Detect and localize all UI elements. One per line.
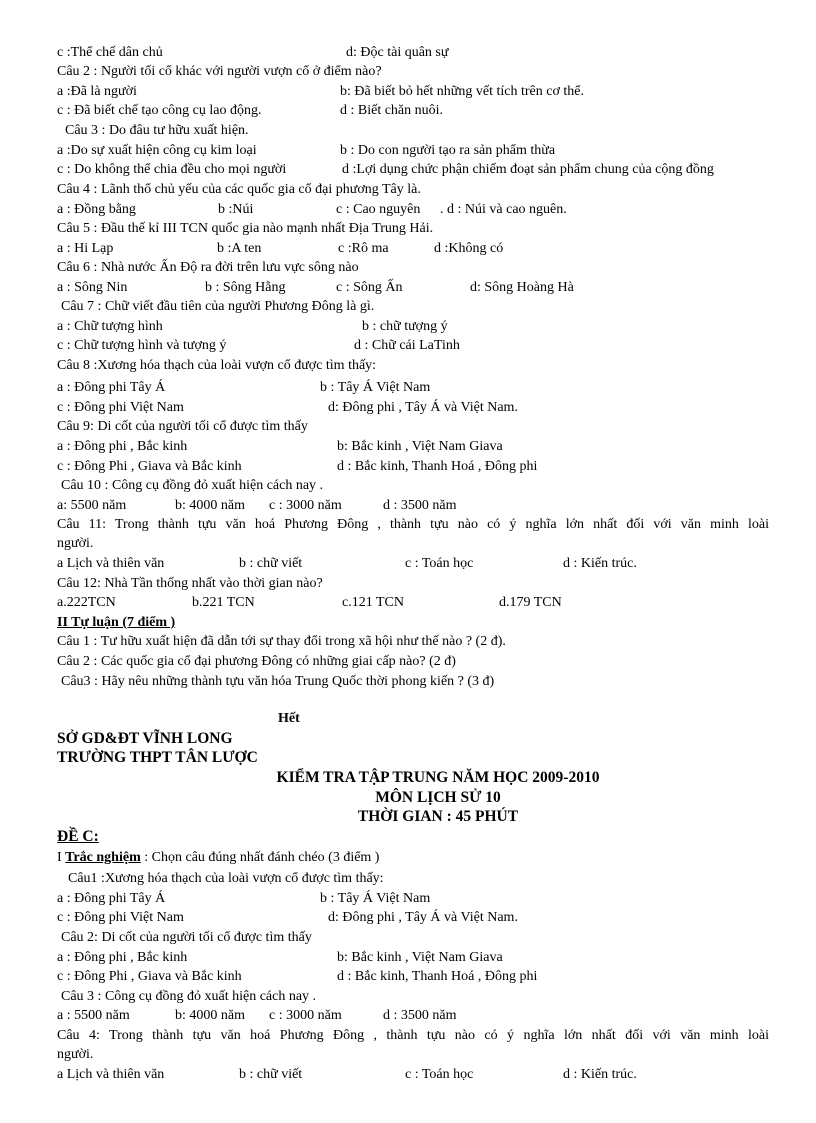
essay-heading: II Tự luận (7 điểm ) bbox=[57, 615, 176, 630]
essay-question: Câu 2 : Các quốc gia cổ đại phương Đông có những giai cấp nào? (2 đ) bbox=[57, 654, 456, 669]
option-c: c : Đông Phi , Giava và Bắc kinh bbox=[57, 459, 242, 474]
essay-question: Câu 1 : Tư hữu xuất hiện đã dẫn tới sự thay đổi trong xã hội như thế nào ? (2 đ). bbox=[57, 634, 506, 649]
option-c: c : Đông Phi , Giava và Bắc kinh bbox=[57, 969, 242, 984]
question-11-stem: Câu 11: Trong thành tựu văn hoá Phương Đông , thành tựu nào có ý nghĩa lớn nhất đối với văn minh loài bbox=[57, 517, 769, 532]
option-d: d : Biết chăn nuôi. bbox=[340, 103, 444, 118]
question-6-stem: Câu 6 : Nhà nước Ấn Độ ra đời trên lưu vực sông nào bbox=[57, 260, 359, 275]
section-instruction: : Chọn câu đúng nhất đánh chéo (3 điểm ) bbox=[144, 850, 380, 865]
option-d: d : Kiến trúc. bbox=[563, 556, 637, 571]
option-b: b: Bắc kinh , Việt Nam Giava bbox=[337, 439, 503, 454]
question-11-stem-cont: người. bbox=[57, 536, 94, 551]
exam-code: ĐỀ C: bbox=[57, 828, 99, 845]
option-d: d : Kiến trúc. bbox=[563, 1067, 637, 1082]
option-b: b: 4000 năm bbox=[175, 498, 245, 513]
option-c: c : Do không thể chia đều cho mọi người bbox=[57, 162, 287, 177]
section-number: I bbox=[57, 850, 62, 865]
question-4-stem: Câu 4 : Lãnh thổ chủ yếu của các quốc gia cổ đại phương Tây là. bbox=[57, 182, 421, 197]
question-3-stem: Câu 3 : Công cụ đồng đỏ xuất hiện cách nay . bbox=[61, 989, 317, 1004]
option-d: d: Sông Hoàng Hà bbox=[470, 280, 574, 295]
option-b: b : chữ tượng ý bbox=[362, 319, 448, 334]
option-c: c : Toán học bbox=[405, 556, 474, 571]
option-c: c : Đông phi Việt Nam bbox=[57, 910, 184, 925]
section-heading bbox=[57, 849, 379, 867]
option-d: d: Đông phi , Tây Á và Việt Nam. bbox=[328, 910, 518, 925]
option-c: c :Rô ma bbox=[338, 241, 389, 256]
question-3-stem: Câu 3 : Do đâu tư hữu xuất hiện. bbox=[65, 123, 249, 138]
question-5-stem: Câu 5 : Đầu thế kỉ III TCN quốc gia nào mạnh nhất Địa Trung Hải. bbox=[57, 221, 434, 236]
option-b: b: Đã biết bỏ hết những vết tích trên cơ thể. bbox=[340, 84, 584, 99]
essay-question: Câu3 : Hãy nêu những thành tựu văn hóa Trung Quốc thời phong kiến ? (3 đ) bbox=[61, 674, 495, 689]
option-a: a : Sông Nin bbox=[57, 280, 128, 295]
time-title: THỜI GIAN : 45 PHÚT bbox=[357, 808, 519, 825]
option-b: b: 4000 năm bbox=[175, 1008, 245, 1023]
question-4-stem: Câu 4: Trong thành tựu văn hoá Phương Đông , thành tựu nào có ý nghĩa lớn nhất đối với văn minh loài bbox=[57, 1028, 769, 1043]
option-c: c :Thể chế dân chủ bbox=[57, 45, 163, 60]
option-a: a : Đông phi , Bắc kinh bbox=[57, 950, 188, 965]
option-d: d : 3500 năm bbox=[383, 1008, 457, 1023]
option-c: c : Đông phi Việt Nam bbox=[57, 400, 184, 415]
option-c: c : Cao nguyên bbox=[336, 202, 421, 217]
option-c: c : Đã biết chế tạo công cụ lao động. bbox=[57, 103, 262, 118]
question-9-stem: Câu 9: Di cốt của người tối cổ được tìm thấy bbox=[57, 419, 308, 434]
option-d: d :Lợi dụng chức phận chiếm đoạt sản phẩm chung của cộng đồng bbox=[342, 162, 714, 177]
question-4-stem-cont: người. bbox=[57, 1047, 94, 1062]
option-a: a Lịch và thiên văn bbox=[57, 556, 165, 571]
question-10-stem: Câu 10 : Công cụ đồng đỏ xuất hiện cách nay . bbox=[61, 478, 324, 493]
option-a: a : Chữ tượng hình bbox=[57, 319, 163, 334]
question-2-stem: Câu 2 : Người tối cổ khác với người vượn cổ ở điểm nào? bbox=[57, 64, 382, 79]
option-b: b : chữ viết bbox=[239, 556, 303, 571]
option-d: d : 3500 năm bbox=[383, 498, 457, 513]
option-d: d: Đông phi , Tây Á và Việt Nam. bbox=[328, 400, 518, 415]
option-d: d: Độc tài quân sự bbox=[346, 45, 449, 60]
end-marker: Hết bbox=[278, 711, 300, 726]
option-d: d.179 TCN bbox=[499, 595, 562, 610]
option-b: b: Bắc kinh , Việt Nam Giava bbox=[337, 950, 503, 965]
option-a: a : Đồng bằng bbox=[57, 202, 136, 217]
option-d: d :Không có bbox=[434, 241, 504, 256]
question-8-stem: Câu 8 :Xương hóa thạch của loài vượn cổ được tìm thấy: bbox=[57, 358, 377, 373]
option-b: b : Sông Hằng bbox=[205, 280, 286, 295]
option-b: b :A ten bbox=[217, 241, 262, 256]
option-a: a : Hi Lạp bbox=[57, 241, 114, 256]
option-a: a.222TCN bbox=[57, 595, 116, 610]
option-a: a Lịch và thiên văn bbox=[57, 1067, 165, 1082]
option-a: a : Đông phi Tây Á bbox=[57, 380, 166, 395]
option-b: b : chữ viết bbox=[239, 1067, 303, 1082]
option-a: a : Đông phi , Bắc kinh bbox=[57, 439, 188, 454]
option-c: c : 3000 năm bbox=[269, 1008, 342, 1023]
exam-title: KIỂM TRA TẬP TRUNG NĂM HỌC 2009-2010 bbox=[276, 769, 600, 786]
question-1-stem: Câu1 :Xương hóa thạch của loài vượn cổ được tìm thấy: bbox=[68, 871, 384, 886]
school-name: TRƯỜNG THPT TÂN LƯỢC bbox=[57, 749, 258, 766]
option-b: b :Núi bbox=[218, 202, 254, 217]
option-b: b.221 TCN bbox=[192, 595, 255, 610]
option-c: c.121 TCN bbox=[342, 595, 404, 610]
department-name: SỞ GD&ĐT VĨNH LONG bbox=[57, 730, 233, 747]
option-c: c : Toán học bbox=[405, 1067, 474, 1082]
question-12-stem: Câu 12: Nhà Tần thống nhất vào thời gian nào? bbox=[57, 576, 323, 591]
question-2-stem: Câu 2: Di cốt của người tối cổ được tìm thấy bbox=[61, 930, 312, 945]
question-7-stem: Câu 7 : Chữ viết đầu tiên của người Phương Đông là gì. bbox=[61, 299, 375, 314]
option-a: a :Do sự xuất hiện công cụ kim loại bbox=[57, 143, 257, 158]
option-d: . d : Núi và cao nguên. bbox=[440, 202, 567, 217]
option-d: d : Chữ cái LaTinh bbox=[354, 338, 460, 353]
option-a: a : 5500 năm bbox=[57, 1008, 130, 1023]
option-b: b : Tây Á Việt Nam bbox=[320, 380, 431, 395]
option-c: c : 3000 năm bbox=[269, 498, 342, 513]
subject-title: MÔN LỊCH SỬ 10 bbox=[375, 789, 501, 806]
option-c: c : Chữ tượng hình và tượng ý bbox=[57, 338, 227, 353]
option-a: a: 5500 năm bbox=[57, 498, 127, 513]
option-a: a :Đã là người bbox=[57, 84, 137, 99]
option-c: c : Sông Ấn bbox=[336, 280, 403, 295]
option-d: d : Bắc kinh, Thanh Hoá , Đông phi bbox=[337, 969, 538, 984]
option-d: d : Bắc kinh, Thanh Hoá , Đông phi bbox=[337, 459, 538, 474]
option-a: a : Đông phi Tây Á bbox=[57, 891, 166, 906]
option-b: b : Tây Á Việt Nam bbox=[320, 891, 431, 906]
option-b: b : Do con người tạo ra sản phẩm thừa bbox=[340, 143, 556, 158]
section-title: Trắc nghiệm bbox=[65, 850, 141, 865]
